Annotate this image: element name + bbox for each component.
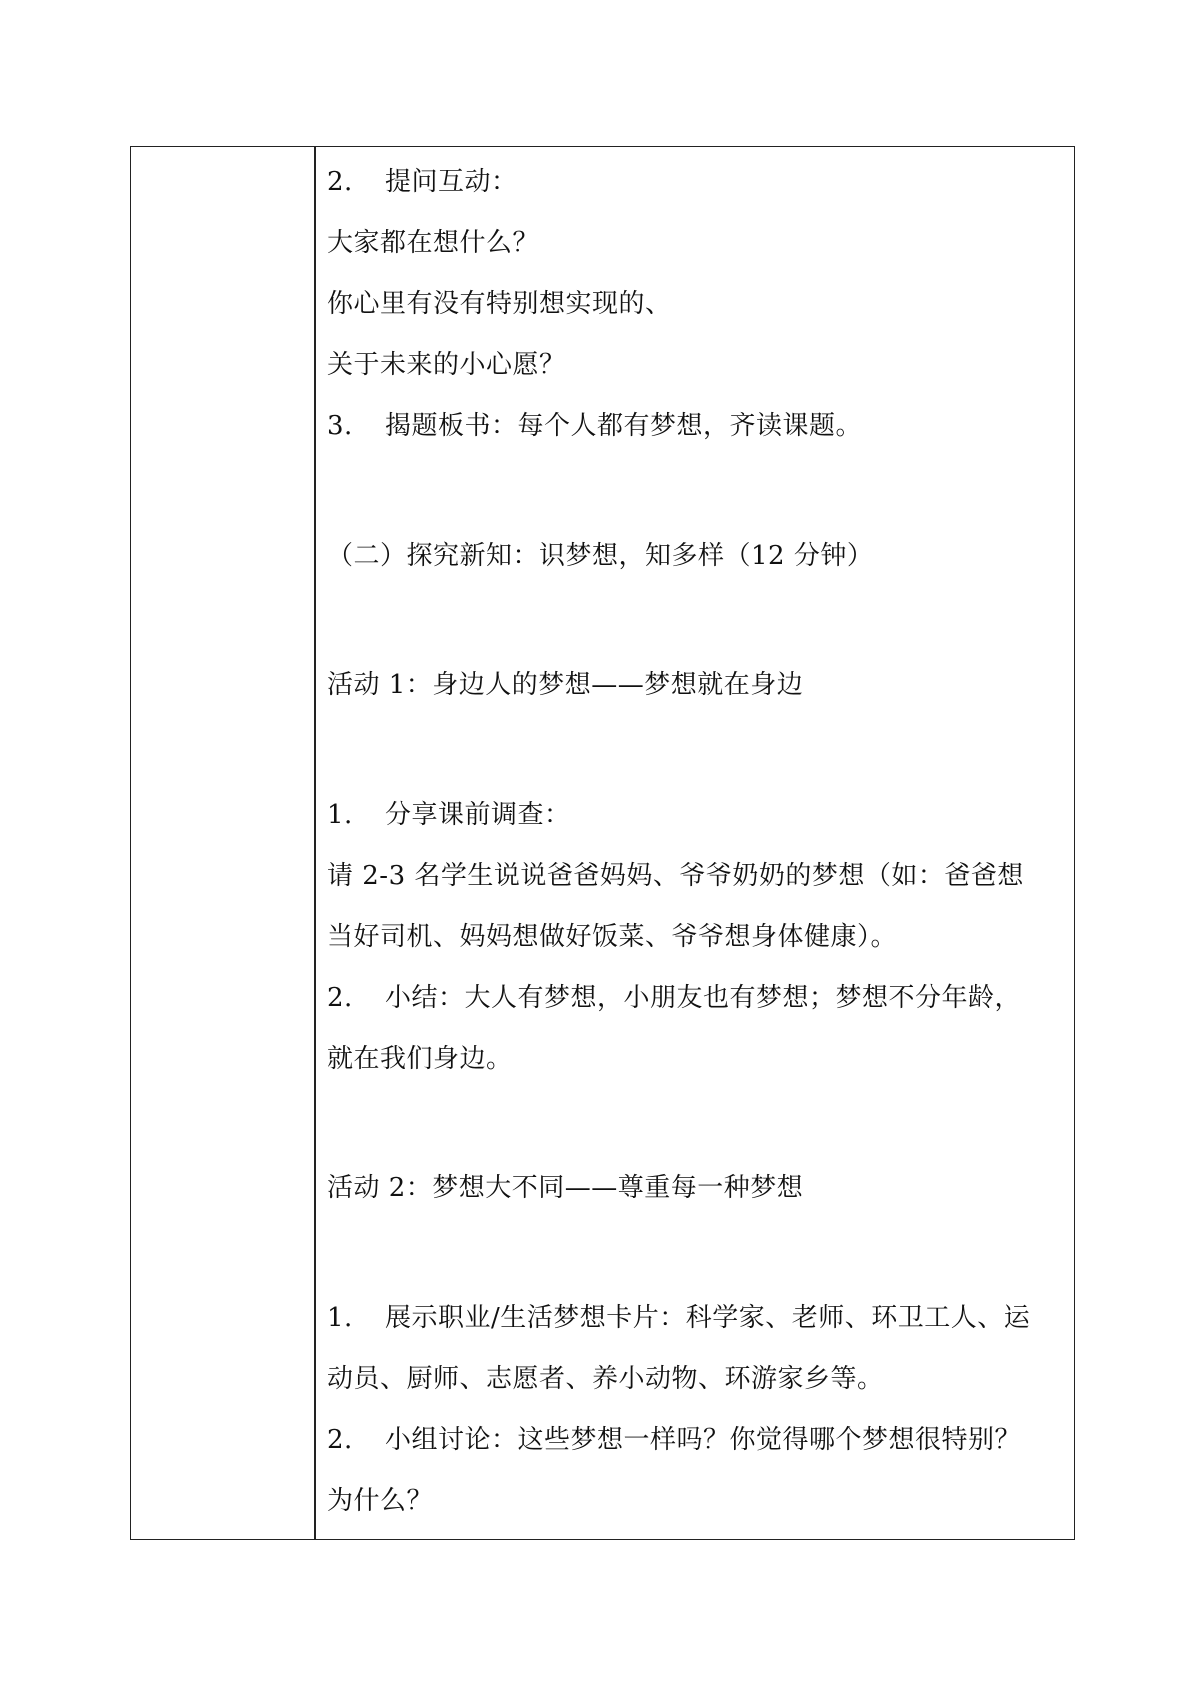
item-text: 就在我们身边。 [327,1044,513,1074]
table-left-cell [131,147,314,1539]
item-text: 提问互动： [385,167,518,197]
list-item [327,1423,1021,1457]
lesson-plan-table [130,146,1075,1540]
column-divider [314,147,316,1539]
item-text: 展示职业/生活梦想卡片：科学家、老师、环卫工人、运 [385,1303,1031,1333]
paragraph-line [327,1362,884,1396]
list-item [327,409,862,443]
activity-heading-text: 活动 2：梦想大不同——尊重每一种梦想 [327,1173,804,1203]
list-item [327,1301,1030,1335]
section-heading-text: （二）探究新知：识梦想，知多样（12 分钟） [327,541,874,571]
item-text: 大家都在想什么？ [327,228,540,258]
item-number: 2. [327,1425,353,1455]
paragraph-line [327,920,897,954]
paragraph-line [327,226,539,260]
list-item [327,165,518,199]
item-text: 分享课前调查： [385,800,571,830]
paragraph-line [327,1484,433,1518]
item-text: 你心里有没有特别想实现的、 [327,289,672,319]
item-number: 2. [327,983,353,1013]
item-text: 动员、厨师、志愿者、养小动物、环游家乡等。 [327,1364,884,1394]
item-number: 2. [327,167,353,197]
paragraph-line [327,348,566,382]
item-text: 揭题板书：每个人都有梦想，齐读课题。 [385,411,863,441]
item-number: 1. [327,800,353,830]
item-text: 请 2-3 名学生说说爸爸妈妈、爷爷奶奶的梦想（如：爸爸想 [327,861,1024,891]
paragraph-line [327,287,672,321]
item-text: 当好司机、妈妈想做好饭菜、爷爷想身体健康）。 [327,922,898,952]
section-heading [327,539,873,573]
activity-heading [327,1171,803,1205]
item-number: 1. [327,1303,353,1333]
item-text: 为什么？ [327,1486,434,1516]
activity-heading [327,668,803,702]
item-number: 3. [327,411,353,441]
item-text: 关于未来的小心愿？ [327,350,566,380]
activity-heading-text: 活动 1：身边人的梦想——梦想就在身边 [327,670,804,700]
list-item [327,981,1021,1015]
paragraph-line [327,1042,513,1076]
list-item [327,798,571,832]
paragraph-line [327,859,1024,893]
item-text: 小组讨论：这些梦想一样吗？你觉得哪个梦想很特别？ [385,1425,1022,1455]
item-text: 小结：大人有梦想，小朋友也有梦想；梦想不分年龄， [385,983,1022,1013]
